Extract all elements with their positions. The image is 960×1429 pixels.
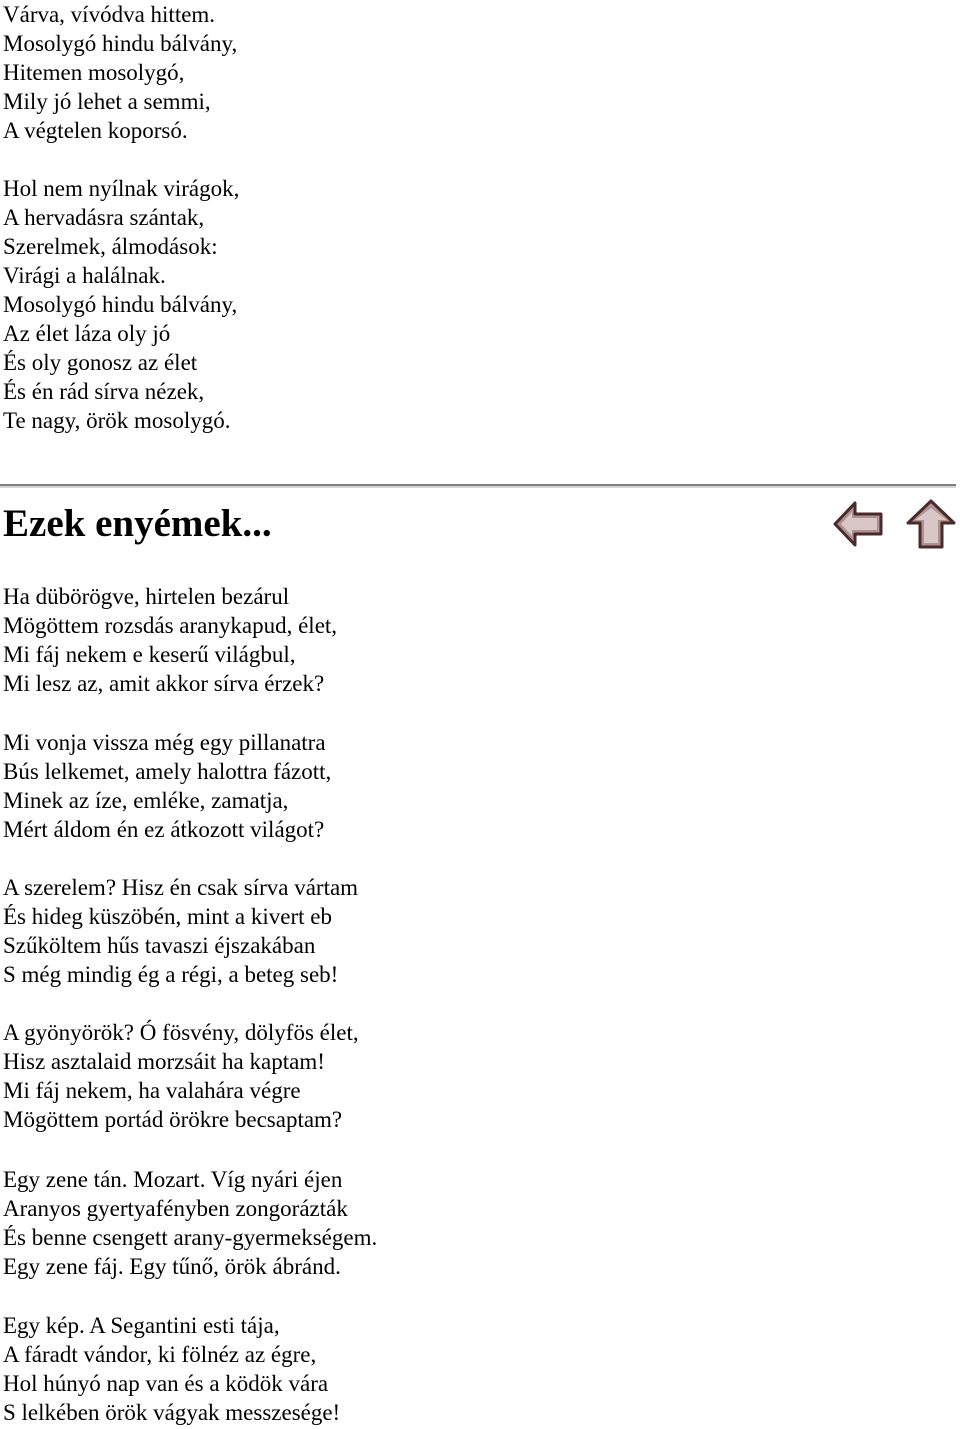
poem-line: Szerelmek, álmodások: — [3, 234, 218, 259]
poem-line: A szerelem? Hisz én csak sírva vártam — [3, 875, 359, 900]
arrow-left-icon — [832, 498, 884, 550]
poem-line: Aranyos gyertyafényben zongorázták — [3, 1196, 348, 1221]
poem-line: Mi lesz az, amit akkor sírva érzek? — [3, 671, 325, 696]
poem-line: Hol húnyó nap van és a ködök vára — [3, 1371, 329, 1396]
poem-line: Mosolygó hindu bálvány, — [3, 31, 238, 56]
poem-line: És oly gonosz az élet — [3, 350, 198, 375]
poem-line: És benne csengett arany-gyermekségem. — [3, 1225, 378, 1250]
poem-line: Mosolygó hindu bálvány, — [3, 292, 238, 317]
poem-line: S lelkében örök vágyak messzesége! — [3, 1400, 341, 1425]
poem-line: Hol nem nyílnak virágok, — [3, 176, 240, 201]
back-button[interactable] — [832, 498, 884, 550]
poem-line: Várva, vívódva hittem. — [3, 2, 216, 27]
poem-line: És hideg küszöbén, mint a kivert eb — [3, 904, 332, 929]
poem-line: Mi fáj nekem, ha valahára végre — [3, 1078, 301, 1103]
poem-line: Bús lelkemet, amely halottra fázott, — [3, 759, 332, 784]
poem-line: Szűköltem hűs tavaszi éjszakában — [3, 933, 316, 958]
poem-line: A gyönyörök? Ó fösvény, dölyfös élet, — [3, 1020, 359, 1045]
horizontal-rule — [0, 484, 956, 488]
poem-line: A végtelen koporsó. — [3, 118, 188, 143]
poem-line: Egy zene tán. Mozart. Víg nyári éjen — [3, 1167, 343, 1192]
poem-line: Mi vonja vissza még egy pillanatra — [3, 730, 326, 755]
poem-line: A fáradt vándor, ki fölnéz az égre, — [3, 1342, 317, 1367]
poem-line: S még mindig ég a régi, a beteg seb! — [3, 962, 339, 987]
poem-line: Mögöttem rozsdás aranykapud, élet, — [3, 613, 338, 638]
poem-line: Mért áldom én ez átkozott világot? — [3, 817, 325, 842]
poem-line: Minek az íze, emléke, zamatja, — [3, 788, 289, 813]
poem-line: Egy zene fáj. Egy tűnő, örök ábránd. — [3, 1254, 341, 1279]
poem-line: Az élet láza oly jó — [3, 321, 171, 346]
poem-line: A hervadásra szántak, — [3, 205, 205, 230]
poem-line: Virági a halálnak. — [3, 263, 166, 288]
poem-line: Mögöttem portád örökre becsaptam? — [3, 1107, 343, 1132]
poem-line: Egy kép. A Segantini esti tája, — [3, 1313, 280, 1338]
poem-line: Mily jó lehet a semmi, — [3, 89, 211, 114]
poem-line: Mi fáj nekem e keserű világbul, — [3, 642, 296, 667]
poem-line: Te nagy, örök mosolygó. — [3, 408, 231, 433]
poem-title: Ezek enyémek... — [3, 502, 272, 545]
arrow-up-icon — [905, 498, 957, 550]
poem-line: Hitemen mosolygó, — [3, 60, 185, 85]
up-button[interactable] — [905, 498, 957, 550]
poem-line: És én rád sírva nézek, — [3, 379, 205, 404]
poem-line: Ha dübörögve, hirtelen bezárul — [3, 584, 290, 609]
poem-line: Hisz asztalaid morzsáit ha kaptam! — [3, 1049, 325, 1074]
